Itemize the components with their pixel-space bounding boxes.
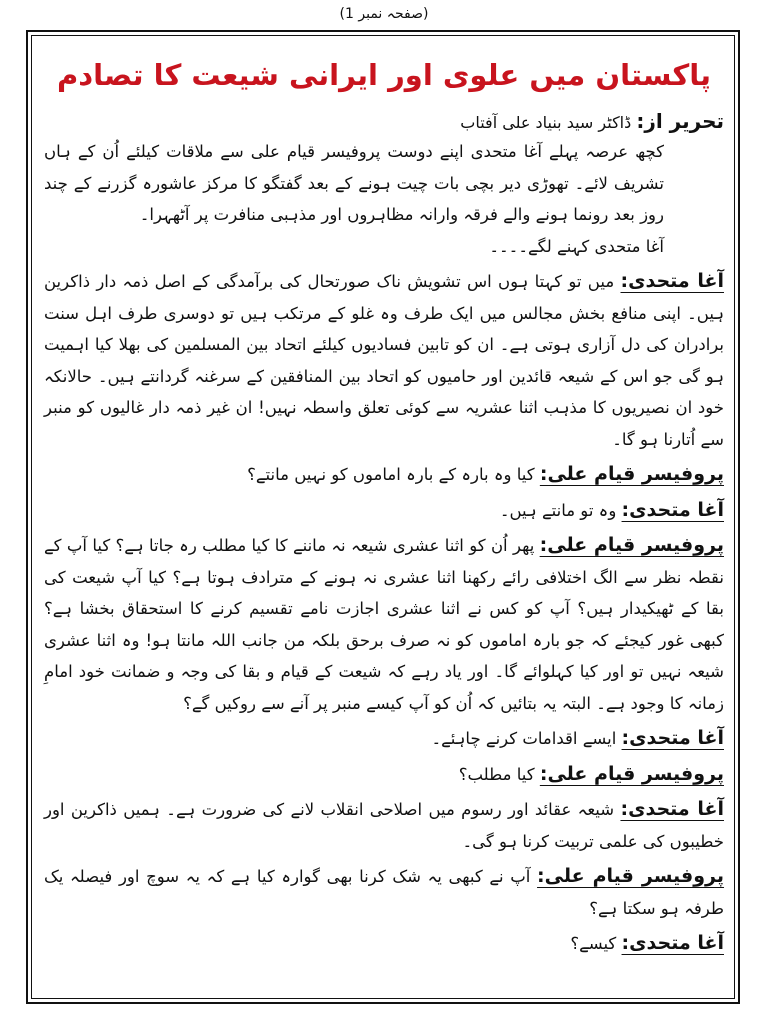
- speaker-name: آغا متحدی:: [621, 498, 724, 521]
- byline: [44, 108, 724, 136]
- speaker-name: آغا متحدی:: [620, 798, 724, 820]
- dialogue-entry: [44, 495, 724, 527]
- dialogue-entry: [44, 861, 724, 924]
- speech-text: کیسے؟: [570, 934, 617, 953]
- speaker-name: آغا متحدی:: [621, 932, 724, 954]
- speech-text: کیا مطلب؟: [458, 764, 535, 784]
- page-number: (صفحہ نمبر 1): [339, 6, 429, 22]
- intro-paragraph: کچھ عرصہ پہلے آغا متحدی اپنے دوست پروفیسر قیام علی سے ملاقات کیلئے اُن کے ہاں تشریف لائے۔ تھوڑی دیر بچی بات چیت ہونے کے بعد گفتگو کا مرکز عاشورہ گزرنے کے چند روز بعد رونما ہونے والے فرقہ وارانہ مظاہروں اور مذہبی منافرت پر آٹھہرا۔: [44, 142, 664, 224]
- speaker-name: آغا متحدی:: [621, 727, 724, 749]
- byline-label: تحریر از:: [636, 109, 724, 133]
- dialogue-entry: [44, 723, 724, 755]
- dialogue-entry: [44, 530, 724, 719]
- article-title: پاکستان میں علوی اور ایرانی شیعت کا تصادم: [57, 58, 711, 92]
- speaker-name: آغا متحدی:: [620, 270, 724, 292]
- intro-line: آغا متحدی کہنے لگے۔۔۔۔: [489, 236, 664, 256]
- speaker-name: پروفیسر قیام علی:: [537, 865, 725, 887]
- speech-text: پھر اُن کو اثنا عشری شیعہ نہ ماننے کا کیا مطلب رہ جاتا ہے؟ کیا آپ کے نقطہ نظر سے الگ اختلافی رائے رکھنا اثنا عشری نہ ہونے کے مترادف ہوتا ہے؟ کیا آپ شیعت کی بقا کے ٹھیکیدار ہیں؟ آپ کو کس نے اثنا عشری اجازت نامے تقسیم کرنے کا استحقاق بخشا ہے؟ کبھی غور کیجئے کہ جو بارہ اماموں کو نہ صرف برحق بلکہ من جانب اللہ مانتا ہو! وہ اثنا عشری شیعہ نہیں تو اور کیا کہلوائے گا۔ اور یاد رہے کہ شیعت کے قیام و بقا کی وجہ و ضمانت خود امامِ زمانہ کا وجود ہے۔ البتہ یہ بتائیں کہ اُن کو آپ کیسے منبر پر آنے سے روکیں گے؟: [44, 536, 724, 713]
- speech-text: شیعہ عقائد اور رسوم میں اصلاحی انقلاب لانے کی ضرورت ہے۔ ہمیں ذاکرین اور خطیبوں کی علمی تربیت کرنا ہو گی۔: [44, 800, 724, 851]
- speaker-name: پروفیسر قیام علی:: [539, 463, 724, 485]
- speech-text: وہ تو مانتے ہیں۔: [499, 500, 617, 520]
- dialogue-entry: [44, 266, 724, 455]
- speaker-name: پروفیسر قیام علی:: [539, 762, 724, 785]
- speaker-name: پروفیسر قیام علی:: [539, 534, 724, 556]
- dialogue-entry: [44, 459, 724, 491]
- speech-text: آپ نے کبھی یہ شک کرنا بھی گوارہ کیا ہے کہ یہ سوچ اور فیصلہ یک طرفہ ہو سکتا ہے؟: [44, 867, 724, 918]
- speech-text: میں تو کہتا ہوں اس تشویش ناک صورتحال کی برآمدگی کے اصل ذمہ دار ذاکرین ہیں۔ اپنی منافع بخش مجالس میں ایک طرف وہ غلو کے مرتکب ہیں تو دوسری طرف اہل سنت برادران کی دل آزاری ہوتی ہے۔ ان کو تابین فسادیوں کیلئے اتحاد بین المسلمین کی بھلا کیا اہمیت ہو گی جو اس کے شیعہ قائدین اور حامیوں کو اتحاد بین المنافقین کے سرغنہ گردانتے ہیں۔ حالانکہ خود ان نصیریوں کا مذہب اثنا عشریہ سے کوئی تعلق واسطہ نہیں! ان غیر ذمہ دار غالیوں کو منبر سے اُتارنا ہو گا۔: [44, 272, 724, 449]
- speech-text: کیا وہ بارہ کے بارہ اماموں کو نہیں مانتے؟: [247, 465, 535, 484]
- byline-author: ڈاکٹر سید بنیاد علی آفتاب: [460, 113, 632, 132]
- dialogue-entry: [44, 759, 724, 791]
- article: [44, 48, 724, 960]
- dialogue-entry: [44, 928, 724, 960]
- speech-text: ایسے اقدامات کرنے چاہئے۔: [431, 729, 617, 748]
- dialogue-entry: [44, 794, 724, 857]
